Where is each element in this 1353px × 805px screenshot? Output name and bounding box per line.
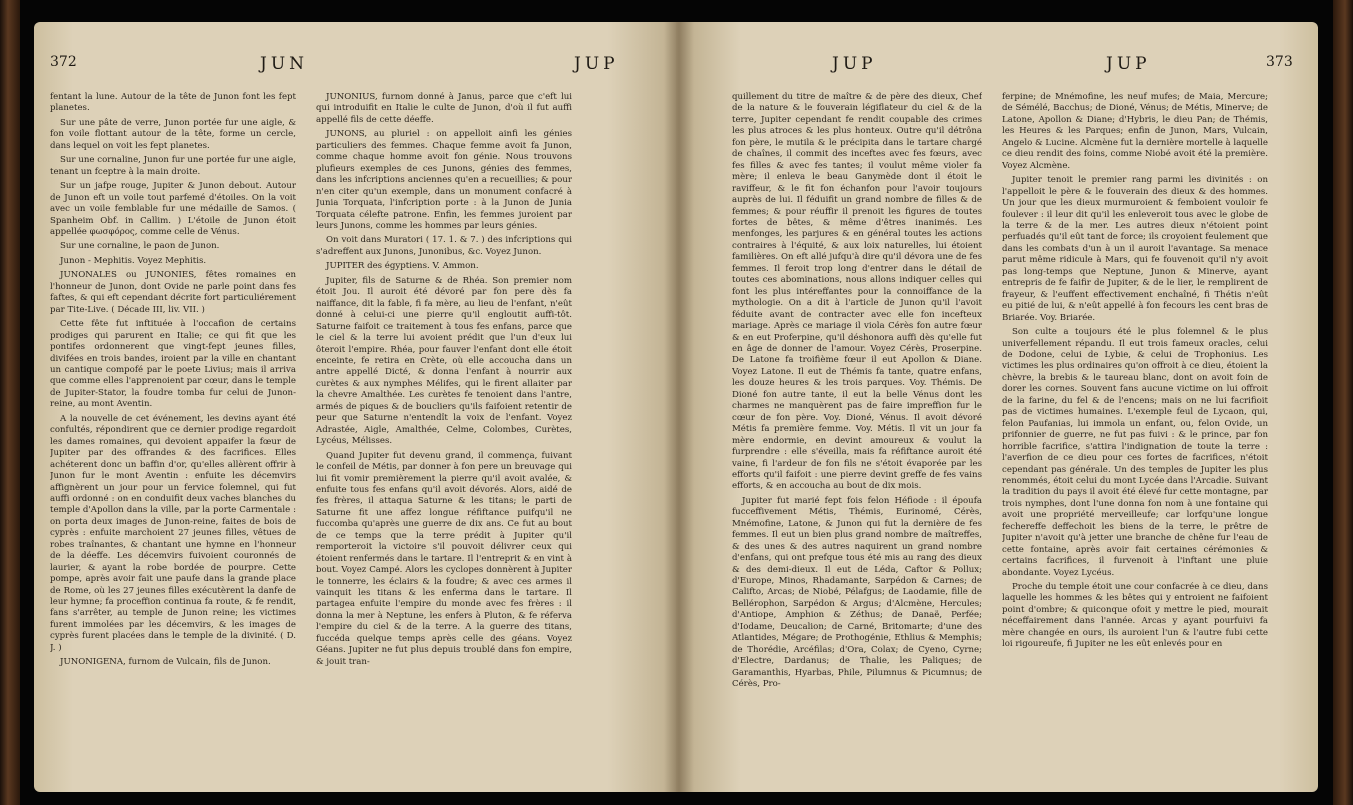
paragraph: Quand Jupiter fut devenu grand, il commença, fuivant le confeil de Métis, par donner à fon pere un breuvage qui lui fit vomir premièrement la pierre qu'il avoit avalée, & enfuite tous fes enfans qu'il avoit dévorés. Alors, aidé de fes frères, il attaqua Saturne & les titans; le parti de Saturne fit une affez longue réfiftance puifqu'il ne fuccomba qu'après une guerre de dix ans. Ce fut au bout de ce temps que la terre prédit à Jupiter qu'il remporteroit la victoire s'il pouvoit délivrer ceux qui étoient renfermés dans le tartare. Il l'entreprit & en vint à bout. Voyez Campé. Alors les cyclopes donnèrent à Jupiter le tonnerre, les éclairs & la foudre; & avec ces armes il vainquit les titans & les enferma dans le tartare. Il partagea enfuite l'empire du monde avec fes frères : il donna la mer à Neptune, les enfers à Pluton, & fe réferva l'empire du ciel & de la terre. A la guerre des titans, fuccéda quelque temps après celle des géans. Voyez Géans. Jupiter ne fut plus depuis troublé dans fon empire, & jouit tran- [316, 450, 572, 667]
paragraph: Son culte a toujours été le plus folemnel & le plus univerfellement répandu. Il eut trois fameux oracles, celui de Dodone, celui de Lybie, & celui de Trophonius. Les victimes les plus ordinaires qu'on offroit à ce dieu, étoient la chèvre, la brebis & le taureau blanc, dont on avoit foin de dorer les cornes. Souvent fans aucune victime on lui offroit de la farine, du fel & de l'encens; mais on ne lui facrifioit pas de victimes humaines. L'exemple feul de Lycaon, qui, felon Paufanias, lui immola un enfant, ou, felon Ovide, un prifonnier de guerre, ne fut pas fuivi : & le prince, par fon horrible facrifice, s'attira l'indignation de toute la terre : l'averfion de ce dieu pour ces fortes de facrifices, n'étoit cependant pas générale. Un des temples de Jupiter les plus renommés, étoit celui du mont Lycée dans l'Arcadie. Suivant la tradition du pays il avoit été élevé fur cette montagne, par trois nymphes, dont l'une donna fon nom à une fontaine qui avoit une propriété merveilleufe; car lorfqu'une longue fechereffe deffechoit les biens de la terre, le prêtre de Jupiter n'avoit qu'à jetter une branche de chêne fur l'eau de cette fontaine, après avoir fait certaines cérémonies & certains facrifices, il furvenoit à l'inftant une pluie abondante. Voyez Lycéus. [1002, 327, 1268, 578]
book-cover-right-edge [1333, 0, 1353, 805]
left-page-header [34, 54, 686, 78]
book-cover-left-edge [0, 0, 20, 805]
left-page-column-2 [316, 92, 572, 782]
right-page-header [676, 54, 1318, 78]
left-page-running-head: JUN [260, 54, 309, 74]
paragraph: On voit dans Muratori ( 17. 1. & 7. ) des infcriptions qui s'adreffent aux Junons, Junonibus, &c. Voyez Junon. [316, 235, 572, 257]
paragraph: Proche du temple étoit une cour confacrée à ce dieu, dans laquelle les hommes & les bêtes qui y entroient ne faifoient point d'ombre; & quiconque ofoit y mettre le pied, mourait néceffairement dans l'année. Arcas y ayant pourfuivi fa mère changée en ours, ils auroient l'un & l'autre fubi cette loi rigoureufe, fi Jupiter ne les eût enlevés pour en [1002, 582, 1268, 650]
right-page-column-1 [732, 92, 982, 782]
paragraph: JUNONS, au pluriel : on appelloit ainfi les génies particuliers des femmes. Chaque femme avoit fa Junon, comme chaque homme avoit fon génie. Nous trouvons plufieurs exemples de ces Junons, génies des femmes, dans les infcriptions anciennes qu'en a recueillies; & pour n'en citer qu'un exemple, dans un monument confacré à Junia Torquata, l'infcription porte : à la Junon de Junia Torquata célefte patrone. Enfin, les femmes juroient par leurs Junons, comme les hommes par leurs génies. [316, 129, 572, 231]
paragraph: Jupiter tenoit le premier rang parmi les divinités : on l'appelloit le père & le fouverain des dieux & des hommes. Un jour que les dieux murmuroient & femboient vouloir fe foulever : il leur dit qu'il les enleveroit tous avec le globe de la terre & de la mer. Les autres dieux n'étoient point perfuadés qu'il eût tant de force; ils croyoient feulement que dans les combats d'un à un il auroit l'avantage. Sa menace parut même ridicule à Mars, qui fe fouvenoit qu'il n'y avoit pas long-temps que Neptune, Junon & Minerve, ayant entrepris de fe faifir de Jupiter, & de le lier, le remplirent de frayeur, & l'euffent effectivement enchaîné, fi Thétis n'eût eu pitié de lui, & n'eût appellé à fon fecours les cent bras de Briarée. Voy. Briarée. [1002, 175, 1268, 323]
left-page-running-head-2: JUP [574, 54, 619, 74]
paragraph: JUNONIUS, furnom donné à Janus, parce que c'eft lui qui introduifit en Italie le culte de Junon, d'où il fut auffi appellé fils de cette déeffe. [316, 92, 572, 125]
paragraph: Cette fête fut inftituée à l'occafion de certains prodiges qui parurent en Italie; ce qui fit que les pontifes ordonnerent que vingt-fept jeunes filles, divifées en trois bandes, iroient par la ville en chantant un cantique compofé par le poete Livius; mais il arriva que comme elles l'apprenoient par cœur, dans le temple de Jupiter-Stator, la foudre tomba fur celui de Junon-reine, au mont Aventin. [50, 319, 296, 410]
paragraph: ferpine; de Mnémofine, les neuf mufes; de Maia, Mercure; de Sémélé, Bacchus; de Dioné, Vénus; de Métis, Minerve; de Latone, Apollon & Diane; d'Hybris, le dieu Pan; de Thémis, les Heures & les Parques; enfin de Junon, Mars, Vulcain, Angelo & Lucine. Alcmène fut la dernière mortelle à laquelle ce dieu rendit des foins, comme Niobé avoit été la première. Voyez Alcmène. [1002, 92, 1268, 171]
paragraph: JUNONIGENA, furnom de Vulcain, fils de Junon. [60, 657, 271, 668]
paragraph: Sur une pâte de verre, Junon portée fur une aigle, & fon voile flottant autour de la tête, forme un cercle, dans lequel on voit les fept planetes. [50, 117, 296, 151]
left-page-column-1 [50, 92, 296, 782]
paragraph: fentant la lune. Autour de la tête de Junon font les fept planetes. [50, 92, 296, 114]
paragraph: quillement du titre de maître & de père des dieux, Chef de la nature & le fouverain légiflateur du ciel & de la terre, Jupiter cependant fe rendit coupable des crimes les plus atroces & les plus honteux. Outre qu'il détrôna fon père, le mutila & le précipita dans le tartare chargé de chaînes, il commit des inceftes avec fes fœurs, avec fes filles & avec fes tantes; il voulut même violer fa mère; il enleva le beau Ganymède dont il étoit le raviffeur, & le fit fon échanfon pour l'avoir toujours auprès de lui. Il féduifit un grand nombre de filles & de femmes; & pour réuffir il prenoit les figures de toutes fortes de bêtes, & même d'êtres inanimés. Les menfonges, les parjures & en général toutes les actions contraires à l'équité, & aux loix naturelles, lui étoient familières. On eft allé jufqu'à dire qu'il dévora une de fes femmes. Il feroit trop long d'entrer dans le détail de toutes ces abominations, nous allons indiquer celles qui font les plus intéreffantes pour la connoiffance de la mythologie. On a dit à l'article de Junon qu'il l'avoit féduite avant de contracter avec elle fon incefteux mariage. Après ce mariage il viola Cérès fon autre fœur & en eut Proferpine, qu'il déshonora auffi dès qu'elle fut en âge de donner de l'amour. Voyez Cérès, Proserpine. De Latone fa troifième fœur il eut Apollon & Diane. Voyez Latone. Il eut de Thémis fa tante, quatre enfans, les douze heures & les trois parques. Voy. Thémis. De Dioné fon autre tante, il eut la belle Vénus dont les charmes ne manquèrent pas de faire impreffion fur le cœur de fon père. Voy. Dioné, Vénus. Il avoit dévoré Métis fa première femme. Voy. Métis. Il vit un jour fa mère endormie, en devint amoureux & voulut la furprendre : elle s'éveilla, mais fa réfiftance auroit été vaine, fi l'ardeur de fon fils ne s'étoit évaporée par les efforts qu'il faifoit : une pierre devint greffe de fes vains efforts, & en accoucha au bout de dix mois. [732, 92, 982, 492]
paragraph: Jupiter fut marié fept fois felon Héfiode : il époufa fucceffivement Métis, Thémis, Eurinomé, Cérès, Mnémofine, Latone, & Junon qui fut la dernière de fes femmes. Il eut un bien plus grand nombre de maîtreffes, & des unes & des autres naquirent un grand nombre d'enfans, qui ont prefque tous été mis au rang des dieux & des demi-dieux. Il eut de Léda, Caftor & Pollux; d'Europe, Minos, Rhadamante, Sarpédon & Carnes; de Califto, Arcas; de Niobé, Pélafgus; de Laodamie, fille de Bellérophon, Sarpédon & Argus; d'Alcmène, Hercules; d'Antiope, Amphion & Zéthus; de Danaë, Perfée; d'Iodame, Deucalion; de Carné, Britomarte; d'une des Atlantides, Mégare; de Prothogénie, Ethlius & Memphis; de Thorédie, Arcéfilas; d'Ora, Colax; de Cyeno, Cyrne; d'Electre, Dardanus; de Thalie, les Paliques; de Garamanthis, Hyarbas, Phile, Pilumnus & Picumnus; de Cérès, Pro- [732, 495, 982, 690]
paragraph: Jupiter, fils de Saturne & de Rhéa. Son premier nom étoit Jou. Il auroit été dévoré par fon pere dès fa naiffance, dit la fable, fi fa mère, au lieu de l'enfant, n'eût donné à celui-ci une pierre qu'il engloutit auffi-tôt. Saturne faifoit ce traitement à tous fes enfans, parce que le ciel & la terre lui avoient prédit que l'un d'eux lui ôteroit l'empire. Rhéa, pour fauver l'enfant dont elle étoit enceinte, fe retira en Crète, où elle accoucha dans un antre appellé Dicté, & donna l'enfant à nourrir aux curètes & aux nymphes Mélifes, qui le firent allaiter par la chevre Amalthée. Les curètes fe tenoient dans l'antre, armés de piques & de boucliers qu'ils faifoient retentir de peur que Saturne n'entendît la voix de l'enfant. Voyez Adrastée, Aigle, Amalthée, Celme, Colombes, Curètes, Lycéus, Mélisses. [316, 275, 572, 447]
paragraph: A la nouvelle de cet événement, les devins ayant été confultés, répondirent que ce dernier prodige regardoit les dames romaines, qui devoient appaifer la fœur de Jupiter par des offrandes & des facrifices. Elles achéterent donc un baffin d'or, qu'elles allèrent offrir à Junon fur le mont Aventin : enfuite les décemvirs affignèrent un jour pour un fervice folemnel, qui fut auffi ordonné : on en conduifit deux vaches blanches du temple d'Apollon dans la ville, par la porte Carmentale : on porta deux images de Junon-reine, faites de bois de cyprès : enfuite marchoient 27 jeunes filles, vêtues de robes traînantes, & chantant une hymne en l'honneur de la déeffe. Les décemvirs fuivoient couronnés de laurier, & ayant la robe bordée de pourpre. Cette pompe, après avoir fait une paufe dans la grande place de Rome, où les 27 jeunes filles exécutèrent la danfe de leur hymne; fa proceffion continua fa route, & fe rendit, fans s'arrêter, au temple de Junon reine; les victimes furent immolées par les décemvirs, & les images de cyprès furent placées dans le temple de la divinité. ( D. J. ) [50, 413, 296, 653]
book-gutter [664, 22, 694, 792]
paragraph: Sur une cornaline, Junon fur une portée fur une aigle, tenant un fceptre à la main droite. [50, 155, 296, 177]
right-page-running-head: JUP [832, 54, 877, 74]
paragraph: Sur une cornaline, le paon de Junon. [60, 241, 220, 252]
right-page [676, 22, 1318, 792]
right-page-column-2 [1002, 92, 1268, 782]
paragraph: Sur un jafpe rouge, Jupiter & Junon debout. Autour de Junon eft un voile tout parfemé d'étoiles. On la voit avec un voile femblable fur une médaille de Samos. ( Spanheim Obf. in Callim. ) L'étoile de Junon étoit appellée φωσφόρος, comme celle de Vénus. [50, 181, 296, 237]
right-page-number: 373 [1266, 54, 1293, 70]
paragraph: JUNONALES ou JUNONIES, fêtes romaines en l'honneur de Junon, dont Ovide ne parle point dans fes faftes, & qui eft cependant décrite fort particuliérement par Tite-Live. ( Décade III, liv. VII. ) [50, 270, 296, 315]
right-page-running-head-2: JUP [1106, 54, 1151, 74]
paragraph: Junon - Mephitis. Voyez Mephitis. [60, 255, 207, 266]
paragraph: JUPITER des égyptiens. V. Ammon. [326, 261, 479, 272]
left-page-number: 372 [50, 54, 77, 70]
left-page [34, 22, 686, 792]
